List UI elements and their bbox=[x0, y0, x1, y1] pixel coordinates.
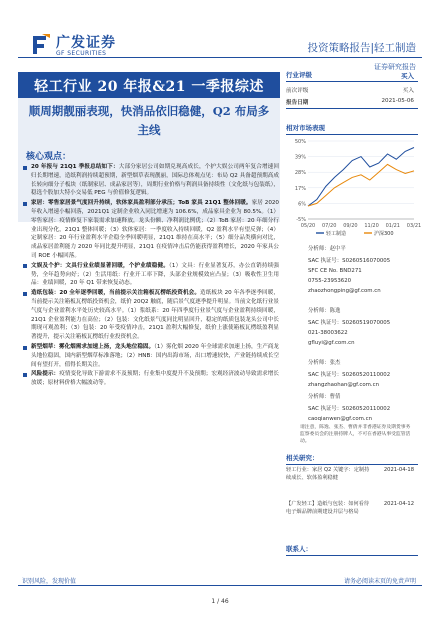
x-tick-label: 05/20 bbox=[300, 223, 316, 229]
paragraph-lead: 新型烟草：雾化烟需求加速上扬，龙头地位稳固。 bbox=[31, 343, 155, 350]
bullet-icon bbox=[23, 264, 27, 268]
document-subtype: 证券研究报告 bbox=[374, 63, 416, 71]
analyst-sfc: SFC CE No. BND271 bbox=[308, 268, 362, 274]
paragraph-text: （1）文具：行业显著复苏，办公直销持续强势，全年趋势向好；（2）生活用纸：行业开工率下降，头部企业规模效应凸显；（3）吸收性卫生用品：业绩回暖，20 年 Q1 带来恢复动态。 bbox=[31, 262, 279, 287]
related-report-date: 2021-04-18 bbox=[383, 467, 414, 473]
bullet-paragraph bbox=[22, 289, 279, 342]
bullet-icon bbox=[23, 373, 27, 377]
contact-title: 联系人： bbox=[286, 544, 418, 556]
legend-label: 轻工制造 bbox=[326, 231, 347, 237]
analyst-block bbox=[286, 358, 418, 388]
previous-rating-label: 前次评级 bbox=[286, 88, 309, 94]
paragraph-text: （1）雾化烟 2020 年全球需求加速上扬，生产商龙头地位稳固，国内新型烟草标准落地；（2）HNB：国内出海市场，出口增速较快，产业链持续成长空间有望打开，值得长期关注。 bbox=[31, 343, 279, 368]
report-title: 轻工行业 20 年报&21 一季报综述 bbox=[34, 79, 264, 95]
analyst-email: zhangzhaohan@gf.com.cn bbox=[308, 382, 380, 388]
related-report-text: 【广发轻工】造纸与包装：如何看待电子烟品牌前期建设并层与格局 bbox=[286, 501, 370, 515]
core-points-body bbox=[22, 163, 279, 389]
report-date-row bbox=[286, 98, 418, 106]
analyst-name: 分析师：陈逸 bbox=[308, 308, 341, 314]
analyst-email: zhaozhongping@gf.com.cn bbox=[308, 288, 381, 294]
analyst-disclaimer: 请注意，陈逸、张杰、曹倩并非香港证券及期货事务监察委员会的注册持牌人，不可在香港从事受监管活动。 bbox=[300, 425, 411, 444]
bullet-icon bbox=[23, 346, 27, 350]
bullet-paragraph bbox=[22, 343, 279, 369]
rating-header bbox=[286, 70, 418, 82]
x-tick-label: 07/20 bbox=[321, 223, 337, 229]
bullet-icon bbox=[23, 202, 27, 206]
related-report-date: 2021-04-12 bbox=[383, 501, 414, 507]
header-divider bbox=[18, 57, 422, 58]
analyst-email: gfluyi@gf.com.cn bbox=[308, 340, 355, 346]
paragraph-lead: 风险提示： bbox=[31, 371, 60, 378]
report-date-label: 报告日期 bbox=[286, 100, 309, 106]
bullet-paragraph bbox=[22, 163, 279, 198]
y-tick-label: 28% bbox=[294, 170, 306, 177]
analyst-phone: 021-38003622 bbox=[308, 330, 348, 336]
analyst-phone: 0755-23953620 bbox=[308, 278, 352, 284]
paragraph-text: 大部分家居公司如期兑现高成长，个护大娱公司两年复合增速回归长期增速，造纸利润持续超预期，新型烟草表现靓丽，国际总体观点见：布局 Q2 具备超预期高成长转向细分子板块（纸制家居、成品家居等），周期行业价格与利润具备持续性（文化纸与包装纸），稳选个股加大特小交易低 PEG 与价值修复逻辑。 bbox=[31, 164, 279, 197]
chart-title: 相对市场表现 bbox=[286, 123, 418, 135]
related-report-text: 轻工行业：家居 Q2 关键字：定制持续成长、软体盈利稳健 bbox=[286, 467, 370, 481]
x-tick-label: 03/21 bbox=[406, 223, 422, 229]
footer-divider bbox=[18, 585, 422, 586]
document-type: 投资策略报告|轻工制造 bbox=[307, 42, 416, 54]
analyst-block bbox=[286, 244, 418, 294]
page-number: 1 / 46 bbox=[211, 598, 229, 605]
previous-rating-value: 买入 bbox=[402, 88, 414, 94]
core-points-label: 核心观点： bbox=[26, 152, 72, 162]
x-tick-label: 09/20 bbox=[343, 223, 358, 229]
paragraph-text: 造纸板块 20 年各季逐季回暖，当前提示关注箱板瓦楞纸投资机会，纸价 20Q2 触底，随后景气度逐季提升明显。当前文化纸行业景气度与企业盈利水平处历史较高水平。（1）浆纸系：20 年四季度行业景气度与企业盈利持续回暖，21Q1 企业盈利能力在高位；（2）包装：文化纸景气度同比明显回升，稳定的纸质包装龙头公司中长期现可观盈利；（3）包装：20 年受疫情冲击，21Q1 盈利大幅修复，纸价上涨使箱板瓦楞纸盈利显著提升，提示关注箱板瓦楞纸行业投资机会。 bbox=[31, 290, 280, 341]
analyst-name: 分析师：赵中平 bbox=[308, 246, 346, 252]
footer-disclaimer-link[interactable]: 请务必阅读末页的免责声明 bbox=[343, 578, 416, 585]
paragraph-lead: 造纸包装：20 全年逐季回暖，当前提示关注箱板瓦楞纸投资机会。 bbox=[31, 290, 201, 297]
report-subtitle: 顺周期靓丽表现，快消品依旧稳健，Q2 布局多主线 bbox=[28, 104, 270, 137]
logo-name-cn: 广发证券 bbox=[56, 35, 116, 51]
analyst-block bbox=[286, 392, 418, 422]
x-tick-label: 11/20 bbox=[364, 223, 379, 229]
y-tick-label: 50% bbox=[294, 139, 306, 145]
rating-label: 行业评级 bbox=[286, 71, 312, 79]
paragraph-text: 疫情变化导致下游需求不及预期；行业集中度提升不及预期；宏观经济波动导致需求增长放缓；原材料价格大幅波动等。 bbox=[31, 371, 279, 387]
y-tick-label: 39% bbox=[294, 154, 306, 161]
rating-divider bbox=[286, 108, 418, 109]
paragraph-lead: 文娱及个护：文具行业业绩显著回暖，个护业绩稳健。 bbox=[31, 262, 169, 269]
paragraph-lead: 家居：零售家居景气度回升持续，软体家具盈利部分承压；ToB 家具 21Q1 整体回暖。 bbox=[31, 200, 252, 207]
analyst-license: SAC 执证号：S0260519070005 bbox=[308, 320, 391, 326]
x-tick-label: 01/21 bbox=[385, 223, 401, 229]
analyst-name: 分析师：曹倩 bbox=[308, 394, 341, 400]
bullet-paragraph bbox=[22, 370, 279, 388]
paragraph-text: 家居 2020 年收入增速小幅回落，2021Q1 定制企业收入同比增速为 106.6%，成品家具企业为 80.5%。（1）零售家居：疫情修复下家装需求加速释放，龙头份额、净利润比例优；（2）ToB 家居：20 年细分行业出现分化，21Q1 整体回暖；（3）软体家居：一季度收入持续回暖，Q2 盈利水平有望反弹；（4）定制家居：20 年行业盈利水平企稳全季回暖明显，21Q1 维持在高水平；（5）细分品类横向对比，成品家居盈利能力 2020 年同比提升明显，21Q1 在疫情冲击后仍能获得盈利增长，2020 年家具公司 ROE 小幅回落。 bbox=[31, 200, 279, 259]
rating-value: 买入 bbox=[401, 72, 414, 80]
bullet-paragraph bbox=[22, 199, 279, 261]
bullet-paragraph bbox=[22, 262, 279, 288]
relative-performance-chart bbox=[286, 135, 422, 237]
related-research-title: 相关研究： bbox=[286, 453, 418, 465]
footer-slogan: 识别风险，发现价值 bbox=[22, 578, 77, 585]
series-line bbox=[308, 164, 414, 206]
logo-mark-icon bbox=[30, 32, 52, 56]
legend-label: 沪深300 bbox=[374, 231, 394, 237]
y-tick-label: -5% bbox=[296, 217, 306, 223]
analyst-email: caoqianwen@gf.com.cn bbox=[308, 416, 372, 422]
paragraph-lead: 20 年报与 21Q1 季报总结如下： bbox=[31, 164, 119, 170]
related-report-item[interactable] bbox=[286, 500, 418, 516]
related-report-item[interactable] bbox=[286, 466, 418, 482]
report-date-value: 2021-05-06 bbox=[381, 98, 414, 104]
analyst-license: SAC 执证号：S0260520110002 bbox=[308, 406, 391, 412]
analyst-license: SAC 执证号：S0260520110002 bbox=[308, 372, 391, 378]
analyst-block bbox=[286, 306, 418, 346]
logo-name-en: GF SECURITIES bbox=[56, 50, 107, 57]
bullet-icon bbox=[23, 166, 27, 170]
company-logo bbox=[30, 30, 140, 64]
analyst-license: SAC 执证号：S0260516070005 bbox=[308, 258, 391, 264]
previous-rating-row bbox=[286, 86, 418, 94]
y-tick-label: 6% bbox=[298, 201, 306, 208]
bullet-icon bbox=[23, 292, 27, 296]
analyst-name: 分析师：张杰 bbox=[308, 360, 341, 366]
y-tick-label: 17% bbox=[294, 185, 306, 192]
